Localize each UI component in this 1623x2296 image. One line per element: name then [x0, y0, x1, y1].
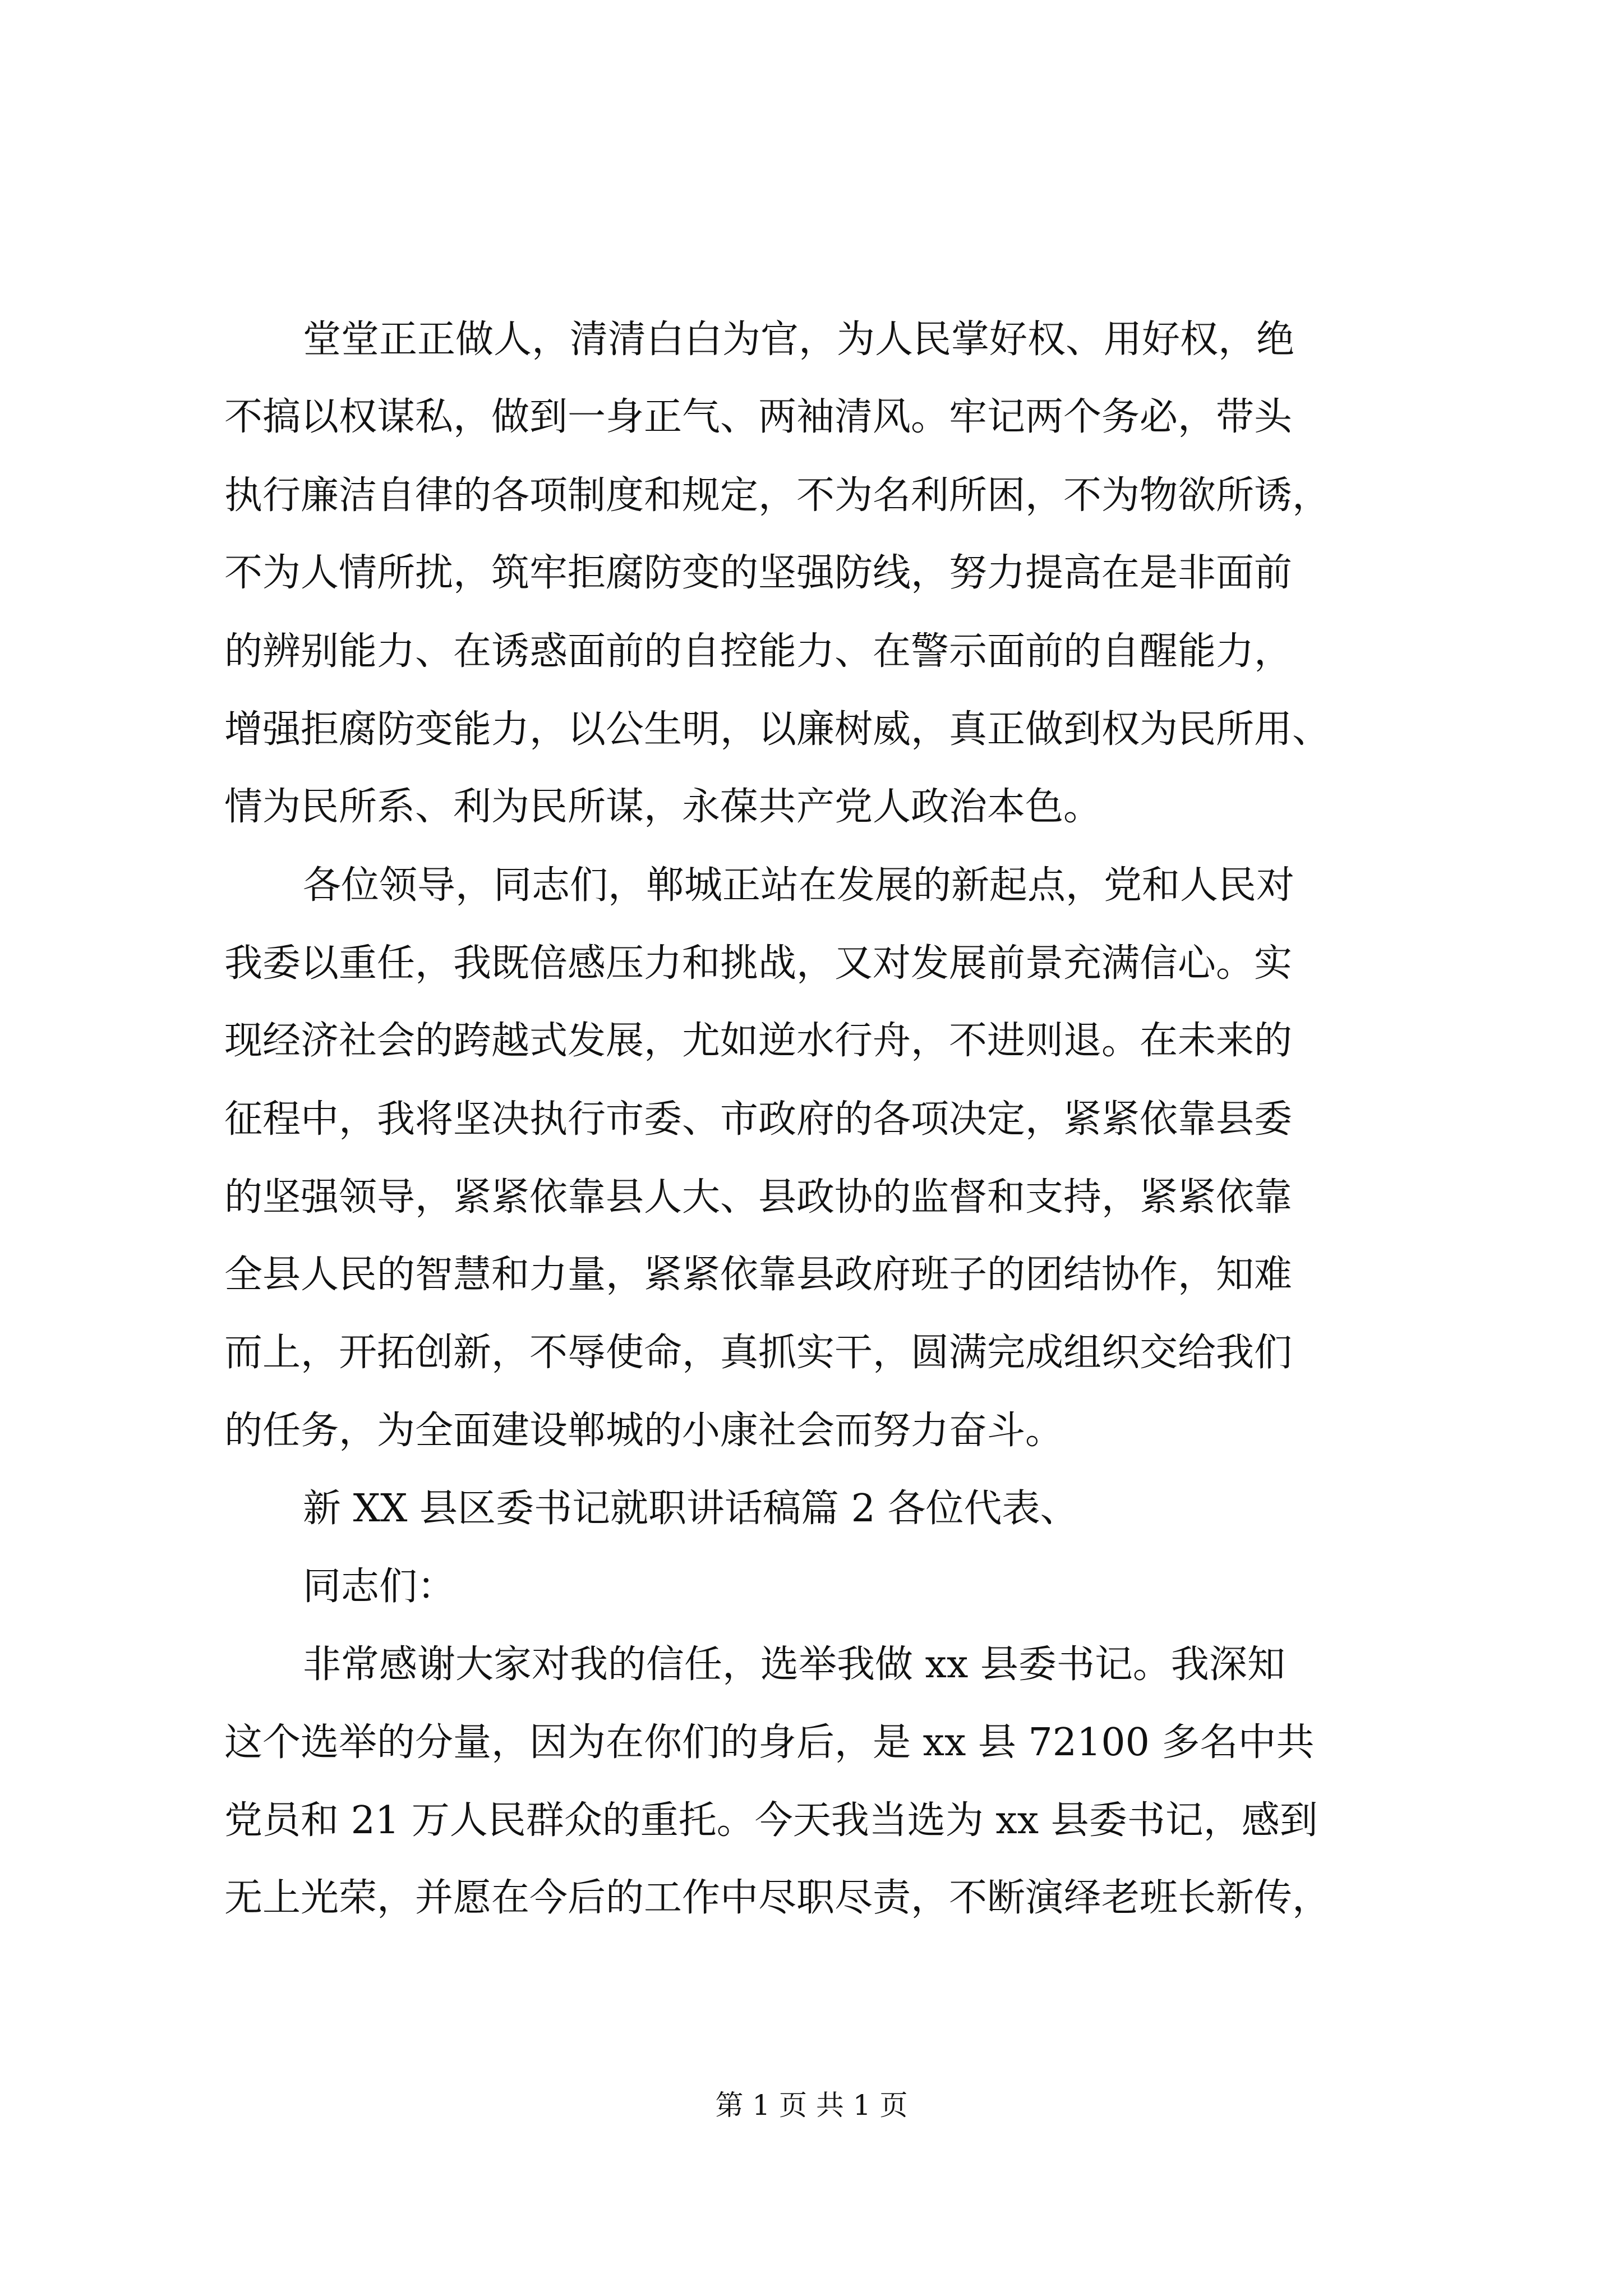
page-number-footer: 第 1 页 共 1 页 — [715, 2089, 908, 2122]
text-line: 情为民所系、利为民所谋，永葆共产党人政治本色。 — [224, 785, 1102, 829]
text-line: 执行廉洁自律的各项制度和规定，不为名利所困，不为物欲所诱， — [224, 473, 1331, 518]
text-line: 各位领导，同志们，郸城正站在发展的新起点，党和人民对 — [303, 863, 1295, 908]
text-line: 无上光荣，并愿在今后的工作中尽职尽责，不断演绎老班长新传， — [224, 1876, 1331, 1920]
text-line: 而上，开拓创新，不辱使命，真抓实干，圆满完成组织交给我们 — [224, 1331, 1293, 1375]
text-line: 堂堂正正做人，清清白白为官，为人民掌好权、用好权，绝 — [303, 318, 1295, 362]
text-line: 这个选举的分量，因为在你们的身后，是 xx 县 72100 多名中共 — [224, 1720, 1315, 1765]
text-line: 我委以重任，我既倍感压力和挑战，又对发展前景充满信心。实 — [224, 941, 1293, 986]
text-line: 党员和 21 万人民群众的重托。今天我当选为 xx 县委书记，感到 — [224, 1798, 1318, 1843]
text-line: 征程中，我将坚决执行市委、市政府的各项决定，紧紧依靠县委 — [224, 1097, 1293, 1142]
text-line: 的辨别能力、在诱惑面前的自控能力、在警示面前的自醒能力， — [224, 629, 1293, 674]
text-line: 的任务，为全面建设郸城的小康社会而努力奋斗。 — [224, 1409, 1064, 1453]
text-line: 增强拒腐防变能力，以公生明，以廉树威，真正做到权为民所用、 — [224, 707, 1331, 752]
text-line: 不为人情所扰，筑牢拒腐防变的坚强防线，努力提高在是非面前 — [224, 551, 1293, 595]
text-line: 现经济社会的跨越式发展，尤如逆水行舟，不进则退。在未来的 — [224, 1019, 1293, 1063]
text-line: 全县人民的智慧和力量，紧紧依靠县政府班子的团结协作，知难 — [224, 1253, 1293, 1297]
text-line: 非常感谢大家对我的信任，选举我做 xx 县委书记。我深知 — [303, 1642, 1285, 1687]
salutation-line: 同志们： — [303, 1565, 456, 1609]
section-heading-line: 新 XX 县区委书记就职讲话稿篇 2 各位代表、 — [303, 1487, 1078, 1531]
text-line: 的坚强领导，紧紧依靠县人大、县政协的监督和支持，紧紧依靠 — [224, 1175, 1293, 1220]
text-line: 不搞以权谋私，做到一身正气、两袖清风。牢记两个务必，带头 — [224, 395, 1293, 439]
